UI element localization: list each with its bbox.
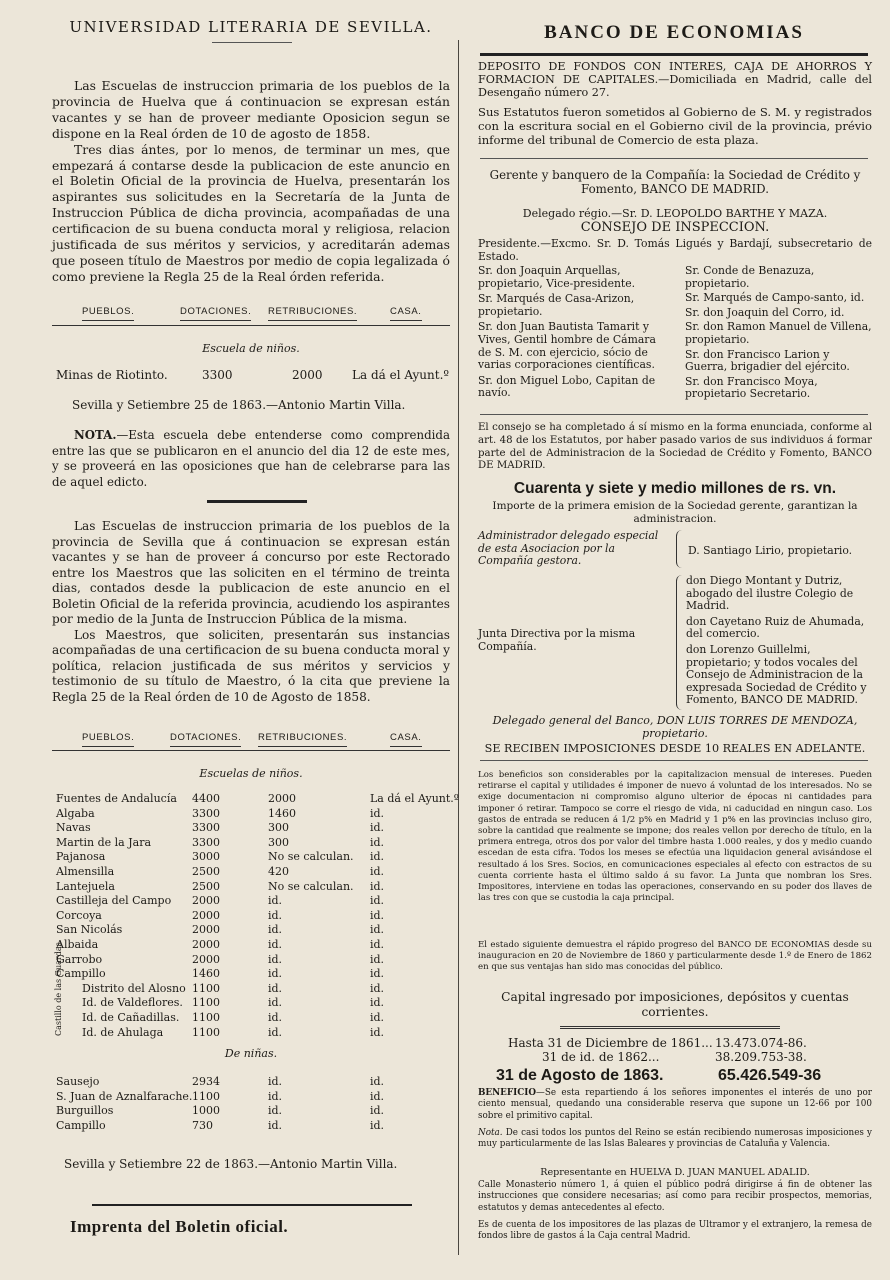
beneficios-text: Los beneficios son considerables por la capitalizacion mensual de intereses. Pueden retirarse el capital y utilidades é imponer de nuevo á voluntad de los interesados. No se exige documentacion ni compromiso alguno ulterior de épocas ni cantidades para imponer ó retirar. Tampoco se corre el riesgo de vida, ni caducidad en ningun caso. Los gastos de entrada se reducen á 1/2 p% en Madrid y 1 p% en las provincias incluso giro, sobre la cantidad que realmente se impone; dos reales vellon por derecho de título, en la primera entrega, otros dos por valor del timbre hasta 1.000 reales, y dos y medio cuando escedan de esta cifra. Todos los meses se efectúa una liquidacion general avisándose el resultado á los Sres. Socios, en comunicaciones especiales al efecto con estractos de su cuenta corriente hasta el último saldo á su favor. La Junta que nombran los Sres. Impositores, interviene en todas las operaciones, conservando en su poder dos llaves de las tres con que se custodia la caja principal. — [478, 770, 872, 904]
right-column — [470, 0, 878, 1280]
member-entry: Sr. don Ramon Manuel de Villena, propietario. — [685, 320, 872, 346]
table-row — [52, 982, 450, 995]
table-row — [52, 1026, 450, 1039]
table-row — [52, 1119, 450, 1132]
row-dotacion: 2500 — [192, 879, 220, 893]
row-retribucion: 2000 — [268, 792, 296, 805]
table-row — [52, 894, 450, 907]
row-dotacion: 2000 — [192, 923, 220, 937]
row-retribucion: 2000 — [292, 368, 323, 382]
table-row — [52, 1011, 450, 1024]
signature-text-2: Sevilla y Setiembre 22 de 1863.—Antonio Martin Villa. — [64, 1157, 398, 1171]
row-dotacion: 1100 — [192, 1089, 220, 1103]
row-dotacion: 1000 — [192, 1104, 220, 1117]
imprenta-title: Imprenta del Boletin oficial. — [70, 1217, 289, 1236]
row-pueblo: Burguillos — [56, 1104, 114, 1117]
member-entry: don Cayetano Ruiz de Ahumada, del comercio. — [686, 614, 865, 641]
row-dotacion: 1100 — [192, 1025, 220, 1039]
beneficio-text: —Se esta repartiendo á los señores imponentes el interés de uno por ciento mensual, quedando una considerable reserva que supone un 12-66 por 100 sobre el primitivo capital. — [478, 1088, 872, 1121]
col-retribuciones-2: RETRIBUCIONES. — [258, 732, 347, 747]
row-retribucion: id. — [268, 1011, 283, 1024]
brace-1 — [676, 530, 684, 568]
cuarenta-headline: Cuarenta y siete y medio millones de rs. vn. — [513, 480, 837, 497]
sevilla-subhead-ninos: Escuelas de niños. — [199, 767, 303, 780]
rule-1 — [480, 158, 868, 159]
row-dotacion: 1100 — [192, 1011, 220, 1024]
delegado-regio: Delegado régio.—Sr. D. LEOPOLDO BARTHE Y MAZA. — [522, 207, 828, 220]
table-row — [52, 807, 450, 820]
row-retribucion: id. — [268, 967, 283, 981]
row-casa: id. — [370, 1025, 385, 1039]
row-dotacion: 2000 — [192, 908, 220, 922]
row-pueblo: Id. de Valdeflores. — [82, 996, 183, 1010]
cuenta-text: Es de cuenta de los impositores de las plazas de Ultramor y el extranjero, la remesa de fondos libre de gastos á la Caja central Madrid. — [478, 1220, 872, 1242]
rule-4 — [560, 1026, 780, 1029]
castillo-group-label: Castillo de las Guardas — [54, 942, 63, 1036]
col-dotaciones-2: DOTACIONES. — [170, 732, 241, 747]
row-retribucion: id. — [268, 1118, 283, 1132]
hasta1-value: 13.473.074-86. — [715, 1036, 807, 1050]
row-pueblo: Martin de la Jara — [56, 835, 152, 849]
row-dotacion: 1100 — [192, 981, 220, 995]
table-row — [52, 880, 450, 893]
header-rule — [212, 42, 292, 43]
col-pueblos-2: PUEBLOS. — [82, 732, 134, 747]
row-pueblo: Navas — [56, 821, 91, 835]
table-row — [52, 909, 450, 922]
table-row — [52, 967, 450, 980]
huelva-row — [52, 369, 450, 382]
row-retribucion: id. — [268, 938, 283, 951]
row-casa: id. — [370, 938, 385, 951]
brace-2 — [676, 575, 684, 710]
row-pueblo: Lantejuela — [56, 879, 115, 893]
hasta2-label: 31 de id. de 1862... — [542, 1050, 660, 1064]
junta-label: Junta Directiva por la misma Compañía. — [478, 627, 636, 653]
row-casa: id. — [370, 1104, 385, 1117]
row-casa: id. — [370, 952, 385, 966]
title-rule — [480, 53, 868, 56]
estatutos-text: Sus Estatutos fueron sometidos al Gobierno de S. M. y registrados con la escritura social en el Gobierno civil de la provincia, prévio informe del tribunal de Comercio de esta plaza. — [478, 105, 872, 147]
table-row — [52, 1104, 450, 1117]
agosto-label: 31 de Agosto de 1863. — [496, 1067, 664, 1084]
nota-text: —Esta escuela debe entenderse como comprendida entre las que se publicaron en el anuncio del dia 12 de este mes, y se proveerá en las oposiciones que han de celebrarse para las de aquel edicto. — [52, 428, 450, 489]
row-retribucion: id. — [268, 923, 283, 937]
row-dotacion: 2000 — [192, 938, 220, 951]
member-entry: Sr. don Joaquin Arquellas, propietario, Vice-presidente. — [478, 264, 636, 290]
row-casa: id. — [370, 894, 385, 908]
row-dotacion: 3000 — [192, 850, 220, 864]
section-separator — [207, 500, 307, 503]
member-entry: Sr. don Juan Bautista Tamarit y Vives, Gentil hombre de Cámara de S. M. con ejercicio, sócio de varias corporaciones científicas. — [478, 320, 656, 372]
row-retribucion: No se calculan. — [268, 850, 354, 864]
row-retribucion: id. — [268, 981, 283, 995]
huelva-p2: Tres dias ántes, por lo menos, de terminar un mes, que empezará á contarse desde la publicacion de este anuncio en el Boletin Oficial de la provincia de Huelva, presentarán los aspirantes sus solicitudes en la Secretaría de la Junta de Instruccion Pública de dicha provincia, acompañadas de una certificacion de su buena conducta moral y religiosa, relacion justificada de sus méritos y servicios, y acreditarán ademas que poseen título de Maestros por medio de copia legalizada ó como previene la Regla 25 de la Real órden referida. — [52, 141, 450, 284]
left-header: UNIVERSIDAD LITERARIA DE SEVILLA. — [69, 18, 433, 36]
consejo-text: El consejo se ha completado á sí mismo en la forma enunciada, conforme al art. 48 de los Estatutos, por haber pasado varios de sus individuos á formar parte del de Administracion de la Sociedad de Crédito y Fomento, BANCO DE MADRID. — [478, 422, 872, 472]
row-pueblo: Algaba — [56, 806, 95, 820]
row-casa: La dá el Ayunt.º — [370, 792, 459, 805]
row-retribucion: 300 — [268, 835, 289, 849]
member-entry: Sr. don Miguel Lobo, Capitan de navío. — [478, 373, 656, 400]
row-casa: id. — [370, 1118, 385, 1132]
row-retribucion: 1460 — [268, 806, 296, 820]
column-divider — [458, 40, 459, 1255]
beneficio-block — [478, 1088, 872, 1122]
row-pueblo: Pajanosa — [56, 850, 106, 864]
member-entry: Sr. Marqués de Campo-santo, id. — [685, 291, 865, 305]
delegado-general-text: Delegado general del Banco, DON LUIS TORRES DE MENDOZA, propietario. — [492, 714, 858, 740]
col-pueblos: PUEBLOS. — [82, 306, 134, 321]
row-dotacion: 2000 — [192, 952, 220, 966]
row-retribucion: 420 — [268, 865, 289, 878]
row-pueblo: San Nicolás — [56, 923, 123, 937]
table-row — [52, 1090, 450, 1103]
nota-text-right: De casi todos los puntos del Reino se están recibiendo numerosas imposiciones y muy particularmente de las Islas Baleares y provincias de Cataluña y Valencia. — [478, 1128, 873, 1150]
table-row — [52, 996, 450, 1009]
row-dotacion: 2000 — [192, 894, 220, 908]
hasta2-value: 38.209.753-38. — [715, 1050, 807, 1064]
row-casa: id. — [370, 821, 385, 835]
row-dotacion: 3300 — [202, 368, 233, 382]
sevilla-notice-text — [52, 519, 450, 705]
member-entry: Sr. don Francisco Larion y Guerra, brigadier del ejército. — [685, 347, 850, 374]
table-row — [52, 821, 450, 834]
row-retribucion: id. — [268, 1089, 283, 1103]
members-right — [685, 265, 873, 403]
row-dotacion: 730 — [192, 1118, 213, 1132]
sevilla-p2: Los Maestros, que soliciten, presentarán sus instancias acompañadas de una certificacion de su buena conducta moral y política, relacion justificada de sus méritos y servicios y testimonio de su título de Maestro, ó la cita que previene la Regla 25 de la Real órden de 10 de Agosto de 1858. — [52, 627, 450, 704]
agosto-value: 65.426.549-36 — [718, 1067, 822, 1084]
member-entry: don Diego Montant y Dutriz, abogado del ilustre Colegio de Madrid. — [686, 574, 854, 613]
row-casa: id. — [370, 908, 385, 922]
row-dotacion: 1460 — [192, 967, 220, 981]
member-entry: Sr. Conde de Benazuza, propietario. — [685, 264, 815, 290]
junta-members — [686, 575, 874, 710]
row-dotacion: 2500 — [192, 865, 220, 878]
capital-heading: Capital ingresado por imposiciones, depósitos y cuentas corrientes. — [501, 990, 849, 1019]
admin-name: D. Santiago Lirio, propietario. — [688, 544, 853, 557]
row-dotacion: 3300 — [192, 835, 220, 849]
members-left — [478, 265, 668, 403]
row-pueblo: S. Juan de Aznalfarache. — [56, 1089, 193, 1103]
row-casa: id. — [370, 1089, 385, 1103]
row-pueblo: Id. de Ahulaga — [82, 1025, 164, 1039]
table-row — [52, 836, 450, 849]
row-pueblo: Castilleja del Campo — [56, 894, 172, 908]
hasta1-label: Hasta 31 de Diciembre de 1861... — [508, 1036, 713, 1050]
row-casa: id. — [370, 981, 385, 995]
left-column — [52, 0, 459, 1280]
consejo-title: CONSEJO DE INSPECCION. — [580, 220, 770, 235]
row-casa: id. — [370, 865, 385, 878]
beneficio-label: BENEFICIO — [478, 1088, 537, 1098]
delegado-general — [478, 714, 872, 740]
table-rule — [52, 325, 450, 326]
row-retribucion: id. — [268, 1075, 283, 1088]
calle-text: Calle Monasterio número 1, á quien el público podrá dirigirse á fin de obtener las instrucciones que considere necesarias; así como para recibir prospectos, memorias, estatutos y demas antecedentes al efecto. — [478, 1180, 872, 1213]
footer-rule — [92, 1204, 412, 1206]
gerente-text: Gerente y banquero de la Compañía: la Sociedad de Crédito y Fomento, BANCO DE MADRID. — [489, 168, 861, 196]
col-casa-2: CASA. — [390, 732, 422, 747]
row-dotacion: 4400 — [192, 792, 220, 805]
table-row — [52, 792, 459, 805]
row-pueblo: Fuentes de Andalucía — [56, 792, 177, 805]
sevilla-p1: Las Escuelas de instruccion primaria de los pueblos de la provincia de Sevilla que á continuacion se expresan están vacantes y se han de proveer á concurso por este Rectorado entre los Maestros que las soliciten en el término de treinta dias, contados desde la publicacion de este anuncio en el Boletin Oficial de la referida provincia, acudiendo los aspirantes por medio de la Junta de Instruccion Pública de la misma. — [52, 519, 450, 626]
row-casa: id. — [370, 1075, 385, 1088]
member-entry: Sr. Marqués de Casa-Arizon, propietario. — [478, 292, 635, 318]
row-dotacion: 2934 — [192, 1075, 220, 1088]
row-casa: id. — [370, 850, 385, 864]
member-entry: Sr. don Francisco Moya, propietario Secretario. — [685, 374, 818, 401]
row-pueblo: Campillo — [56, 967, 106, 981]
row-dotacion: 1100 — [192, 996, 220, 1010]
col-casa: CASA. — [390, 306, 422, 321]
table-rule-2 — [52, 750, 450, 751]
row-casa: id. — [370, 923, 385, 937]
huelva-signature — [72, 399, 470, 412]
row-pueblo: Id. de Cañadillas. — [82, 1011, 180, 1024]
admin-label: Administrador delegado especial de esta Asociacion por la Compañía gestora. — [478, 529, 659, 568]
rule-3 — [480, 760, 868, 761]
huelva-p1: Las Escuelas de instruccion primaria de los pueblos de la provincia de Huelva que á continuacion se expresan están vacantes y se han de proveer mediante Oposicion segun se dispone en la Real órden de 10 de agosto de 1858. — [52, 78, 450, 141]
row-pueblo: Corcoya — [56, 908, 102, 922]
row-pueblo: Minas de Riotinto. — [56, 368, 168, 382]
huelva-nota — [52, 428, 450, 490]
row-dotacion: 3300 — [192, 821, 220, 835]
row-retribucion: id. — [268, 996, 283, 1010]
huelva-notice-text — [52, 78, 450, 285]
row-retribucion: 300 — [268, 821, 289, 835]
nota-label-right: Nota. — [478, 1128, 503, 1138]
table-row — [52, 1075, 450, 1088]
member-entry: don Lorenzo Guillelmi, propietario; y todos vocales del Consejo de Administracion de la expresada Sociedad de Crédito y Fomento, BANCO DE MADRID. — [686, 642, 867, 707]
table-row — [52, 923, 450, 936]
rule-2 — [480, 414, 868, 415]
importe-text: Importe de la primera emision de la Sociedad gerente, garantizan la administracion. — [492, 500, 858, 525]
row-pueblo: Almensilla — [56, 865, 115, 878]
row-pueblo: Albaida — [56, 938, 99, 951]
row-retribucion: id. — [268, 952, 283, 966]
sevilla-signature — [64, 1158, 462, 1171]
table-row — [52, 865, 450, 878]
col-dotaciones: DOTACIONES. — [180, 306, 251, 321]
sevilla-subhead-ninas: De niñas. — [224, 1047, 278, 1060]
table-row — [52, 850, 450, 863]
nota-label: NOTA. — [74, 428, 117, 442]
nota-block — [478, 1128, 872, 1151]
presidente-text: Presidente.—Excmo. Sr. D. Tomás Ligués y Bardají, subsecretario de Estado. — [478, 237, 872, 263]
table-row — [52, 938, 450, 951]
row-pueblo: Sausejo — [56, 1075, 100, 1088]
row-retribucion: id. — [268, 894, 283, 908]
row-pueblo: Campillo — [56, 1118, 106, 1132]
row-casa: id. — [370, 967, 385, 981]
row-casa: La dá el Ayunt.º — [352, 368, 450, 382]
row-retribucion: id. — [268, 908, 283, 922]
huelva-subhead: Escuela de niños. — [202, 342, 300, 355]
banco-title: BANCO DE ECONOMIAS — [544, 22, 804, 43]
table-row — [52, 953, 450, 966]
member-entry: Sr. don Joaquin del Corro, id. — [685, 305, 845, 319]
row-dotacion: 3300 — [192, 806, 220, 820]
row-casa: id. — [370, 879, 385, 893]
signature-text: Sevilla y Setiembre 25 de 1863.—Antonio Martin Villa. — [72, 398, 406, 412]
reciben-text: SE RECIBEN IMPOSICIONES DESDE 10 REALES EN ADELANTE. — [484, 742, 866, 755]
representante-text: Representante en HUELVA D. JUAN MANUEL ADALID. — [540, 1167, 810, 1178]
deposito-text: DEPOSITO DE FONDOS CON INTERES, CAJA DE AHORROS Y FORMACION DE CAPITALES.—Domiciliada en Madrid, calle del Desengaño número 27. — [478, 60, 872, 99]
estado-text: El estado siguiente demuestra el rápido progreso del BANCO DE ECONOMIAS desde su inauguracion en 20 de Noviembre de 1860 y particularmente desde 1.º de Enero de 1862 en que sus ventajas han sido mas conocidas del público. — [478, 940, 872, 973]
row-casa: id. — [370, 806, 385, 820]
row-retribucion: No se calculan. — [268, 879, 354, 893]
row-pueblo: Garrobo — [56, 952, 103, 966]
row-retribucion: id. — [268, 1025, 283, 1039]
row-casa: id. — [370, 1011, 385, 1024]
row-pueblo: Distrito del Alosno — [82, 981, 186, 995]
row-casa: id. — [370, 835, 385, 849]
row-casa: id. — [370, 996, 385, 1010]
col-retribuciones: RETRIBUCIONES. — [268, 306, 357, 321]
row-retribucion: id. — [268, 1104, 283, 1117]
